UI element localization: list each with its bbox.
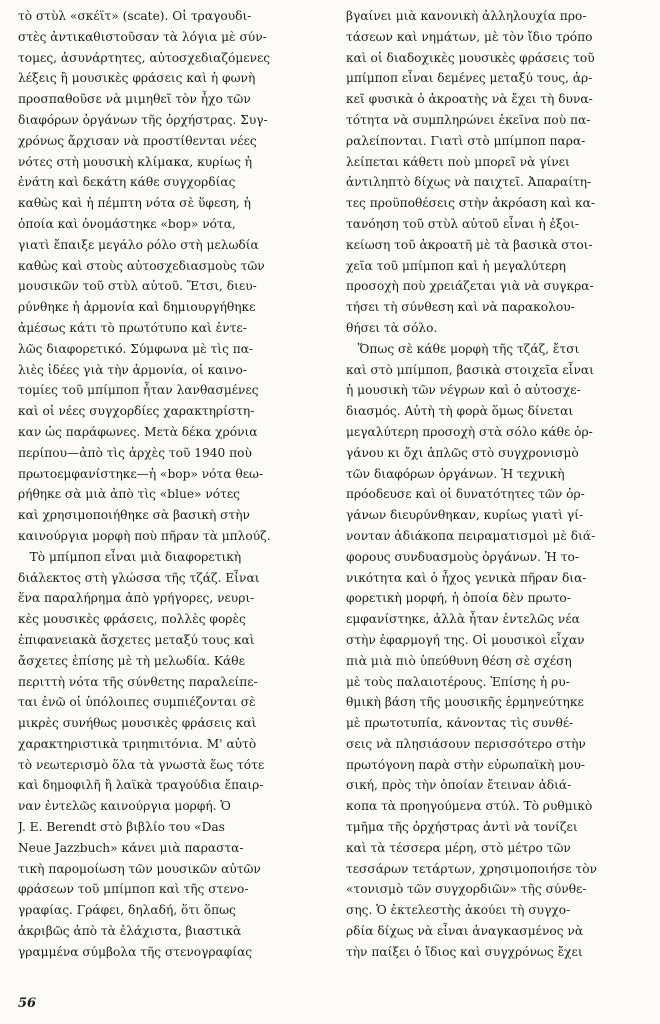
text-line: Ὅπως σὲ κάθε μορφὴ τῆς τζάζ, ἔτσι [346,341,580,356]
text-line: καὶ στὸ μπίμποπ, βασικὰ στοιχεῖα εἶναι [346,362,594,377]
text-line: περίπου—ἀπὸ τὶς ἀρχὲς τοῦ 1940 ποὺ [18,445,252,460]
text-line: γραφίας. Γράφει, δηλαδή, ὅτι ὅπως [18,903,236,918]
text-line: μικρὲς συνήθως μουσικὲς φράσεις καὶ [18,716,257,731]
text-line: φορετικὴ μορφή, ἡ ὁποία δὲν πρωτο- [346,591,571,606]
text-line: τες προϋποθέσεις στὴν ἀκρόαση καὶ κα- [346,196,595,211]
text-line: πρωτόγονη παρὰ στὴν εὐρωπαϊκὴ μου- [346,757,585,772]
text-line: νικότητα καὶ ὁ ἦχος γενικὰ πῆραν δια- [346,570,587,585]
text-line: κὲς μουσικὲς φράσεις, πολλὲς φορὲς [18,612,246,627]
text-line: τομίες τοῦ μπίμποπ ἦταν λανθασμένες [18,383,259,398]
text-line: γραμμένα σύμβολα τῆς στενογραφίας [18,944,253,959]
page-number: 56 [18,996,37,1011]
text-line: πρωτοεμφανίστηκε—ἡ «bop» νότα θεω- [18,466,264,481]
text-line: καθὼς καὶ στοὺς αὐτοσχεδιασμοὺς τῶν [18,258,265,273]
text-line: λιὲς ἰδέες γιὰ τὴν ἁρμονία, οἱ καινο- [18,362,247,377]
text-line: τὸ νεωτερισμὸ ὅλα τὰ γνωστὰ ἕως τότε [18,757,265,772]
text-line: σική, πρὸς τὴν ὁποίαν ἔτειναν ἀδιά- [346,778,572,793]
text-line: γάνων διευρύνθηκαν, κυρίως γιατὶ γί- [346,508,584,523]
text-line: ἐπιφανειακὰ ἄσχετες μεταξύ τους καὶ [18,632,255,647]
text-line: διαφόρων ὀργάνων τῆς ὀρχήστρας. Συγ- [18,112,268,127]
text-line: λέξεις ἢ μουσικὲς φράσεις καὶ ἡ φωνὴ [18,71,256,86]
text-line: περιττὴ νότα τῆς σύνθετης παραλείπε- [18,674,258,689]
text-line: πρόοδευσε καὶ οἱ δυνατότητες τῶν ὀρ- [346,487,585,502]
text-line: νότες στὴ μουσικὴ κλίμακα, κυρίως ἡ [18,154,253,169]
text-line: Τὸ μπίμποπ εἶναι μιὰ διαφορετικὴ [18,549,242,564]
text-line: ραλείπονται. Γιατὶ στὸ μπίμποπ παρα- [346,133,586,148]
text-line: νονταν ἀδιάκοπα πειραματισμοὶ μὲ διά- [346,528,596,543]
text-line: τεσσάρων τετάρτων, χρησιμοποιήσε τὸν [346,861,597,876]
text-line: τὸ στὺλ «σκέϊτ» (scate). Οἱ τραγουδι- [18,9,252,23]
text-line: τάσεων καὶ νημάτων, μὲ τὸν ἴδιο τρόπο [346,29,593,44]
text-line: ρδία δίχως νὰ εἶναι ἀναγκασμένος νὰ [346,924,584,939]
text-line: καὶ τὰ τέσσερα μέρη, στὸ μέτρο τῶν [346,840,571,855]
text-line: στὴν ἐφαρμογή της. Οἱ μουσικοὶ εἶχαν [346,632,585,647]
text-line: ἕνα παραλήρημα ἀπὸ γρήγορες, νευρι- [18,591,255,606]
text-line: φορους συνδυασμοὺς ὀργάνων. Ἡ το- [346,549,579,564]
text-line: ἀντιληπτὸ δίχως νὰ παιχτεῖ. Ἀπαραίτη- [346,175,592,190]
text-line: καὶ χρησιμοποιήθηκε σὰ βασικὴ στὴν [18,508,250,523]
text-line: ται ἐνῶ οἱ ὑπόλοιπες συμπιέζονται σὲ [18,695,256,710]
text-line: θμικὴ βάση τῆς μουσικῆς ἑρμηνεύτηκε [346,695,584,710]
text-line: ναν ἐντελῶς καινούργια μορφή. Ὁ [18,799,231,814]
text-line: καινούργια μορφὴ ποὺ πῆραν τὰ μπλούζ. [18,528,271,543]
text-line: τμῆμα τῆς ὀρχήστρας ἀντὶ νὰ τονίζει [346,820,578,835]
text-line: ἐνάτη καὶ δεκάτη κάθε συγχορδίας [18,175,236,190]
text-line: καὶ οἱ διαδοχικὲς μουσικὲς φράσεις τοῦ [346,50,595,65]
text-line: ὁποία καὶ ὀνομάστηκε «bop» νότα, [18,216,236,231]
text-line: θήσει τὰ σόλο. [346,320,438,335]
text-line: μὲ τοὺς παλαιοτέρους. Ἐπίσης ἡ ρυ- [346,674,570,689]
text-line: διάλεκτος στὴ γλώσσα τῆς τζάζ. Εἶναι [18,570,260,585]
text-line: καν ὡς παράφωνες. Μετὰ δέκα χρόνια [18,424,258,439]
text-line: τικὴ παρομοίωση τῶν μουσικῶν αὐτῶν [18,861,261,876]
text-line: γιατὶ ἔπαιξε μεγάλο ρόλο στὴ μελωδία [18,237,259,252]
text-line: τομες, ἀσυνάρτητες, αὐτοσχεδιαζόμενες [18,50,271,65]
text-line: κείωση τοῦ ἀκροατῆ μὲ τὰ βασικὰ στοι- [346,237,593,252]
text-line: σεις νὰ πλησιάσουν περισσότερο στὴν [346,736,586,751]
text-line: τῶν διαφόρων ὀργάνων. Ἡ τεχνικὴ [346,466,565,481]
text-line: κοπα τὰ προηγούμενα στύλ. Τὸ ρυθμικὸ [346,799,593,814]
text-line: κεῖ φυσικὰ ὁ ἀκροατὴς νὰ ἔχει τὴ δυνα- [346,92,593,107]
text-line: διασμός. Αὐτὴ τὴ φορὰ ὅμως δίνεται [346,404,574,419]
text-line: χεῖα τοῦ μπίμποπ καὶ ἡ μεγαλύτερη [346,258,566,273]
text-line: πιὰ μιὰ πιὸ ὑπεύθυνη θέση σὲ σχέση [346,653,572,668]
text-line: χρόνως ἄρχισαν νὰ προστίθενται νέες [18,133,257,148]
text-line: μὲ πρωτοτυπία, κάνοντας τὶς συνθέ- [346,716,574,731]
text-line: βγαίνει μιὰ κανονικὴ ἀλληλουχία προ- [346,9,587,23]
text-line: καὶ δημοφιλῆ ἢ λαϊκὰ τραγούδια ἔπαιρ- [18,778,264,793]
text-line: ἡ μουσικὴ τῶν νέγρων καὶ ὁ αὐτοσχε- [346,383,581,398]
text-line: J. E. Berendt στὸ βιβλίο του «Das [18,820,225,835]
text-line: ἀμέσως κάτι τὸ πρωτότυπο καὶ ἐντε- [18,320,247,335]
text-line: τότητα νὰ συμπληρώνει ἐκεῖνα ποὺ πα- [346,112,591,127]
text-line: ἀκριβῶς ἀπὸ τὰ ἐλάχιστα, βιαστικὰ [18,924,242,939]
text-line: μεγαλύτερη προσοχὴ στὰ σόλο κάθε ὀρ- [346,424,593,439]
text-line: χαρακτηριστικὰ τριηmιτόνια. Μ' αὐτὸ [18,736,257,751]
text-line: προσπαθοῦσε νὰ μιμηθεῖ τὸν ἦχο τῶν [18,92,251,107]
text-line: εμφανίστηκε, ἀλλὰ ἦταν ἐντελῶς νέα [346,612,580,627]
text-line: καὶ οἱ νέες συγχορδίες χαρακτηρίστη- [18,404,255,419]
text-line: λῶς διαφορετικό. Σύμφωνα μὲ τὶς πα- [18,341,254,356]
text-line: τὴν παίξει ὁ ἴδιος καὶ συγχρόνως ἔχει [346,944,583,959]
right-text-column [346,6,652,963]
text-line: Neue Jazzbuch» κάνει μιὰ παραστα- [18,840,244,855]
left-text-column [18,6,332,963]
text-line: φράσεων τοῦ μπίμποπ καὶ τῆς στενο- [18,882,249,897]
text-line: ρύνθηκε ἡ ἁρμονία καὶ δημιουργήθηκε [18,300,256,315]
text-line: «τονισμὸ τῶν συγχορδιῶν» τῆς σύνθε- [346,882,587,897]
text-line: μπίμποπ εἶναι δεμένες μεταξύ τους, ἀρ- [346,71,593,86]
text-line: ρήθηκε σὰ μιὰ ἀπὸ τὶς «blue» νότες [18,487,240,502]
text-line: σης. Ὁ ἐκτελεστὴς ἀκούει τὴ συγχο- [346,903,571,918]
text-line: ἄσχετες ἐπίσης μὲ τὴ μελωδία. Κάθε [18,653,245,668]
text-line: στὲς ἀντικαθιστοῦσαν τὰ λόγια μὲ σύν- [18,29,267,44]
text-line: λείπεται κάθετι ποὺ μπορεῖ νὰ γίνει [346,154,570,169]
text-line: τήσει τὴ σύνθεση καὶ νὰ παρακολου- [346,300,575,315]
text-line: γάνου κι ὄχι ἁπλῶς στὸ συγχρονισμὸ [346,445,579,460]
text-line: μουσικῶν τοῦ στὺλ αὐτοῦ. Ἔτσι, διευ- [18,279,257,294]
text-line: προσοχὴ ποὺ χρειάζεται γιὰ νὰ συγκρα- [346,279,594,294]
text-line: καθὼς καὶ ἡ πέμπτη νότα σὲ ὕφεση, ἡ [18,196,251,211]
text-line: τανόηση τοῦ στὺλ αὐτοῦ εἶναι ἡ ἐξοι- [346,216,579,231]
